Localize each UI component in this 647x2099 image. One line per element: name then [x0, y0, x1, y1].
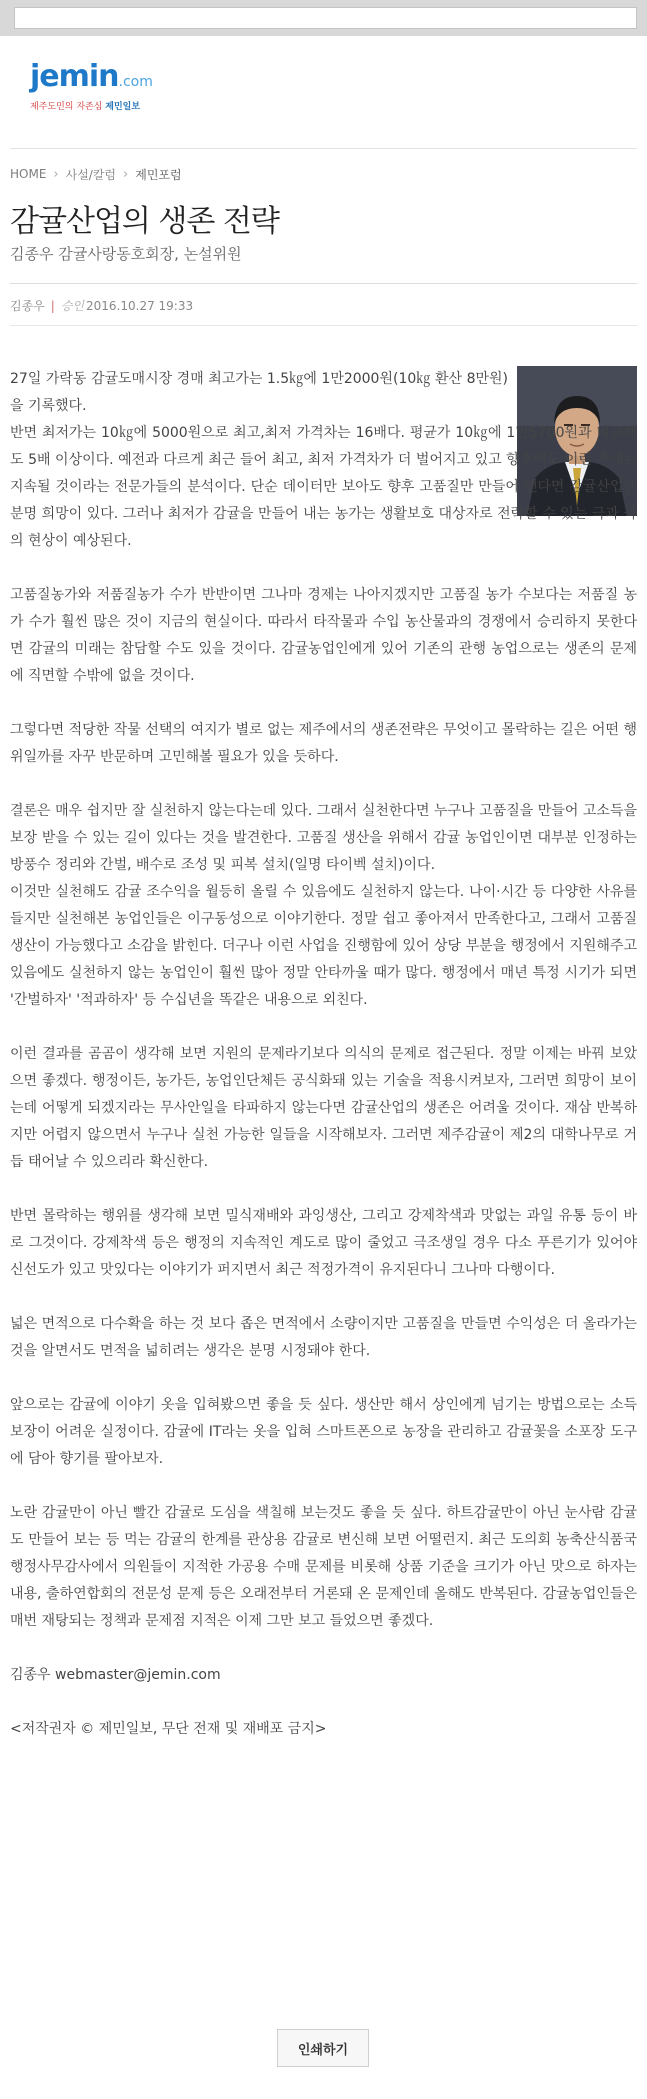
- article-paragraph: 그렇다면 적당한 작물 선택의 여지가 별로 없는 제주에서의 생존전략은 무엇이고 몰락하는 길은 어떤 행위일까를 자꾸 반문하며 고민해볼 필요가 있을 듯하다.: [10, 722, 637, 765]
- title-divider: [10, 283, 637, 284]
- article-paragraph: 이것만 실천해도 감귤 조수익을 월등히 올릴 수 있음에도 실천하지 않는다. 나이·시간 등 다양한 사유를 들지만 실천해본 농업인들은 이구동성으로 이야기한다. 정말 쉽고 좋아져서 만족한다고, 그래서 고품질 생산이 가능했다고 소감을 밝힌다. 더구나 이런 사업을 진행함에 있어 상당 부분을 행정에서 지원해주고 있음에도 실천하지 않는 농업인이 훨씬 많아 정말 안타까울 때가 많다. 행정에서 매년 특정 시기가 되면 '간벌하자' '적과하자' 등 수십년을 똑같은 내용으로 외친다.: [10, 884, 637, 1008]
- logo-text: jemin: [30, 59, 119, 94]
- article-paragraph: 결론은 매우 쉽지만 잘 실천하지 않는다는데 있다. 그래서 실천한다면 누구나 고품질을 만들어 고소득을 보장 받을 수 있는 길이 있다는 것을 발견한다. 고품질 생산을 위해서 감귤 농업인이면 대부분 인정하는 방풍수 정리와 간벌, 배수로 조성 및 피복 설치(일명 타이벡 설치)이다.: [10, 803, 637, 873]
- article-paragraph: 이런 결과를 곰곰이 생각해 보면 지원의 문제라기보다 의식의 문제로 접근된다. 정말 이제는 바꿔 보았으면 좋겠다. 행정이든, 농가든, 농업인단체든 공식화돼 있는 기술을 적용시켜보자, 그러면 희망이 보이는데 어떻게 되겠지라는 무사안일을 타파하지 않는다면 감귤산업의 생존은 어려울 것이다. 재삼 반복하지만 어렵지 않으면서 누구나 실천 가능한 일들을 시작해보자. 그러면 제주감귤이 제2의 대학나무로 거듭 태어날 수 있으리라 확신한다.: [10, 1046, 637, 1170]
- byline-author[interactable]: 김종우: [10, 299, 45, 313]
- logo-suffix: .com: [118, 74, 153, 90]
- chevron-right-icon: ›: [123, 166, 129, 182]
- logo-wordmark: [30, 59, 190, 97]
- article-paragraph: 노란 감귤만이 아닌 빨간 감귤로 도심을 색칠해 보는것도 좋을 듯 싶다. 하트감귤만이 아닌 눈사람 감귤도 만들어 보는 등 먹는 감귤의 한계를 관상용 감귤로 변신해 보면 어떨런지. 최근 도의회 농축산식품국 행정사무감사에서 의원들이 지적한 가공용 수매 문제를 비롯해 상품 기준을 크기가 아닌 맛으로 하자는 내용, 출하연합회의 전문성 문제 등은 오래전부터 거론돼 온 문제인데 올해도 반복된다. 감귤농업인들은 매번 재탕되는 정책과 문제점 지적은 이제 그만 보고 들었으면 좋겠다.: [10, 1505, 637, 1629]
- article-title: 감귤산업의 생존 전략: [10, 204, 279, 239]
- article-subtitle: 김종우 감귤사랑동호회장, 논설위원: [10, 245, 242, 263]
- logo-tagline: 제주도민의 자존심: [30, 102, 103, 112]
- copyright-notice: <저작권자 © 제민일보, 무단 전재 및 재배포 금지>: [10, 1721, 327, 1737]
- logo-brand: 제민일보: [105, 102, 141, 112]
- top-bar: [0, 0, 647, 36]
- logo-tagline-row: [30, 99, 190, 112]
- byline-status: 승인: [60, 299, 85, 313]
- breadcrumb-current[interactable]: 제민포럼: [135, 167, 182, 182]
- breadcrumb-section[interactable]: 사설/칼럼: [65, 167, 117, 182]
- byline-divider: [10, 325, 637, 326]
- article-byline: [10, 297, 193, 314]
- print-button[interactable]: 인쇄하기: [277, 2029, 369, 2067]
- search-input[interactable]: [14, 7, 637, 29]
- site-logo[interactable]: [30, 59, 190, 112]
- article-paragraph: 넓은 면적으로 다수확을 하는 것 보다 좁은 면적에서 소량이지만 고품질을 만들면 수익성은 더 올라가는 것을 알면서도 면적을 넓히려는 생각은 분명 시정돼야 한다.: [10, 1316, 637, 1359]
- byline-separator: |: [50, 298, 55, 313]
- byline-datetime: 2016.10.27 19:33: [86, 298, 194, 313]
- article-signature: 김종우 webmaster@jemin.com: [10, 1667, 221, 1683]
- article-paragraph: 반면 몰락하는 행위를 생각해 보면 밀식재배와 과잉생산, 그리고 강제착색과 맛없는 과일 유통 등이 바로 그것이다. 강제착색 등은 행정의 지속적인 계도로 많이 줄었고 극조생일 경우 다소 푸른기가 있어야 신선도가 있고 맛있다는 이야기가 퍼지면서 최근 적정가격이 유지된다니 그나마 다행이다.: [10, 1208, 637, 1278]
- breadcrumb-home[interactable]: HOME: [10, 167, 47, 181]
- article-paragraph: 고품질농가와 저품질농가 수가 반반이면 그나마 경제는 나아지겠지만 고품질 농가 수보다는 저품질 농가 수가 훨씬 많은 것이 지금의 현실이다. 따라서 타작물과 수입 농산물과의 경쟁에서 승리하지 못한다면 감귤의 미래는 참담할 수도 있을 것이다. 감귤농업인에게 있어 기존의 관행 농업으로는 생존의 문제에 직면할 수밖에 없을 것이다.: [10, 587, 637, 684]
- article-paragraph: 27일 가락동 감귤도매시장 경매 최고가는 1.5㎏에 1만2000원(10㎏ 환산 8만원)을 기록했다.: [10, 371, 508, 414]
- article-body: [10, 366, 637, 1743]
- article-paragraph: 반면 최저가는 10㎏에 5000원으로 최고,최저 가격차는 16배다. 평균가 10㎏에 1만5700원과 비교해도 5배 이상이다. 예전과 다르게 최근 들어 최고, 최저 가격차가 더 벌어지고 있고 향후에도 이런 추세는 지속될 것이라는 전문가들의 분석이다. 단순 데이터만 보아도 향후 고품질만 만들어 낸다면 감귤산업은 분명 희망이 있다. 그러나 최저가 감귤을 만들어 내는 농가는 생활보호 대상자로 전락할 수 있는 극과 극의 현상이 예상된다.: [10, 425, 637, 549]
- breadcrumb: [10, 165, 182, 183]
- article-paragraph: 앞으로는 감귤에 이야기 옷을 입혀봤으면 좋을 듯 싶다. 생산만 해서 상인에게 넘기는 방법으로는 소득보장이 어려운 실정이다. 감귤에 IT라는 옷을 입혀 스마트폰으로 농장을 관리하고 감귤꽃을 소포장 도구에 담아 향기를 팔아보자.: [10, 1397, 637, 1467]
- chevron-right-icon: ›: [53, 166, 59, 182]
- header-divider: [10, 148, 637, 149]
